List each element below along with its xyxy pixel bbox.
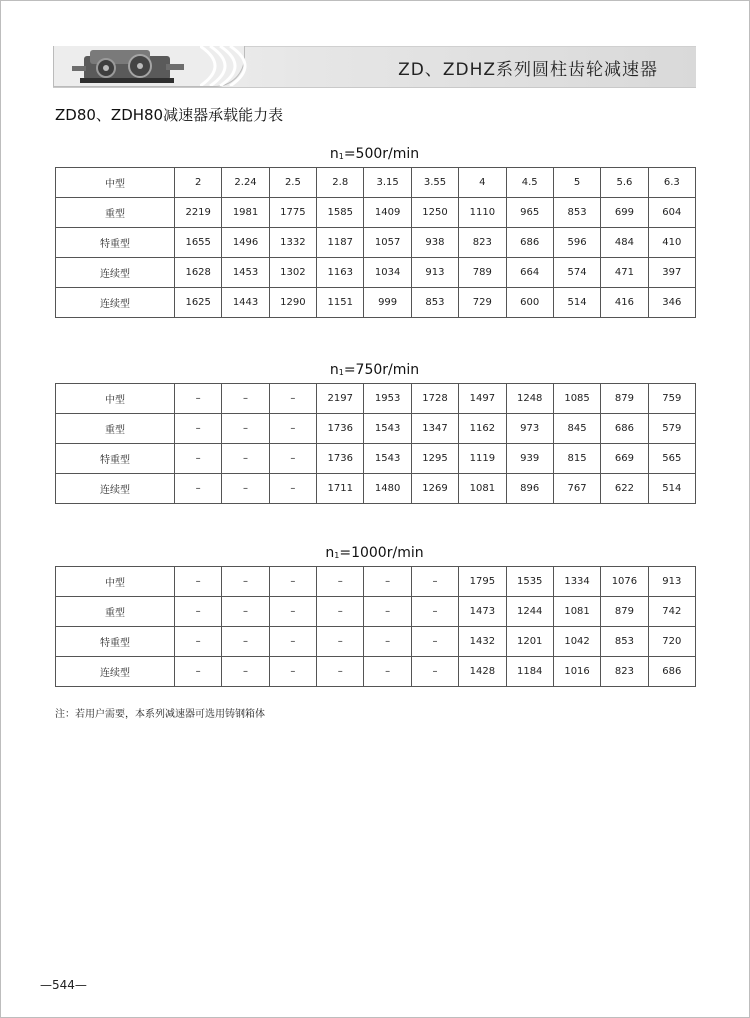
table-cell: – xyxy=(317,657,364,687)
table-cell: 879 xyxy=(601,597,648,627)
table-cell: 1163 xyxy=(317,258,364,288)
table-cell: 823 xyxy=(601,657,648,687)
table-cell: 1184 xyxy=(506,657,553,687)
row-type-label: 特重型 xyxy=(56,228,175,258)
table-cell: 669 xyxy=(601,444,648,474)
row-type-label: 中型 xyxy=(56,384,175,414)
table-cell: – xyxy=(364,597,411,627)
table-cell: 416 xyxy=(601,288,648,318)
row-type-label: 重型 xyxy=(56,597,175,627)
table-cell: 3.55 xyxy=(411,168,458,198)
table-cell: 1076 xyxy=(601,567,648,597)
table-cell: 1119 xyxy=(459,444,506,474)
row-type-label: 特重型 xyxy=(56,444,175,474)
table-cell: – xyxy=(175,627,222,657)
table-cell: 1473 xyxy=(459,597,506,627)
table-cell: – xyxy=(222,597,269,627)
table-row xyxy=(56,657,696,687)
table-cell: 1151 xyxy=(317,288,364,318)
table-cell: 574 xyxy=(553,258,600,288)
table-row xyxy=(56,228,696,258)
table-cell: 913 xyxy=(411,258,458,288)
table-cell: – xyxy=(222,414,269,444)
table-cell: 1535 xyxy=(506,567,553,597)
table-cell: 699 xyxy=(601,198,648,228)
table-cell: 410 xyxy=(648,228,695,258)
table-cell: – xyxy=(222,444,269,474)
table-cell: 2.24 xyxy=(222,168,269,198)
table-cell: 484 xyxy=(601,228,648,258)
row-type-label: 中型 xyxy=(56,168,175,198)
table-row xyxy=(56,198,696,228)
table-cell: 1057 xyxy=(364,228,411,258)
table-cell: 729 xyxy=(459,288,506,318)
table-cell: 3.15 xyxy=(364,168,411,198)
gear-reducer-icon xyxy=(66,42,192,86)
table-cell: 1428 xyxy=(459,657,506,687)
table-cell: – xyxy=(269,567,316,597)
table-row xyxy=(56,627,696,657)
table-cell: – xyxy=(175,657,222,687)
table-cell: – xyxy=(269,597,316,627)
table-cell: – xyxy=(222,657,269,687)
table-row xyxy=(56,597,696,627)
table-cell: 742 xyxy=(648,597,695,627)
load-table-750 xyxy=(55,383,696,504)
header-stripes xyxy=(200,46,260,86)
table-cell: 565 xyxy=(648,444,695,474)
row-type-label: 连续型 xyxy=(56,288,175,318)
table-cell: 853 xyxy=(553,198,600,228)
table-cell: 1085 xyxy=(553,384,600,414)
load-table-1000 xyxy=(55,566,696,687)
table-cell: 1295 xyxy=(411,444,458,474)
row-type-label: 特重型 xyxy=(56,627,175,657)
table-row xyxy=(56,384,696,414)
footnote: 注：若用户需要，本系列减速器可选用铸钢箱体 xyxy=(55,709,265,720)
table-cell: – xyxy=(175,384,222,414)
table-cell: – xyxy=(175,444,222,474)
table-cell: 1042 xyxy=(553,627,600,657)
row-type-label: 中型 xyxy=(56,567,175,597)
table-cell: 1248 xyxy=(506,384,553,414)
table-cell: 1250 xyxy=(411,198,458,228)
table-cell: 514 xyxy=(553,288,600,318)
table-cell: – xyxy=(222,384,269,414)
table-cell: 939 xyxy=(506,444,553,474)
table-caption-750: $n_1=750r/\min$ xyxy=(329,362,420,378)
table-cell: 514 xyxy=(648,474,695,504)
row-type-label: 重型 xyxy=(56,198,175,228)
table-cell: 1625 xyxy=(175,288,222,318)
table-cell: – xyxy=(222,567,269,597)
table-cell: 2.5 xyxy=(269,168,316,198)
table-cell: 1628 xyxy=(175,258,222,288)
table-cell: 4.5 xyxy=(506,168,553,198)
table-cell: 5 xyxy=(553,168,600,198)
table-cell: 853 xyxy=(411,288,458,318)
table-cell: 973 xyxy=(506,414,553,444)
table-cell: – xyxy=(269,414,316,444)
table-cell: – xyxy=(364,627,411,657)
table-cell: 1162 xyxy=(459,414,506,444)
table-cell: – xyxy=(411,657,458,687)
table-cell: 1728 xyxy=(411,384,458,414)
table-cell: 845 xyxy=(553,414,600,444)
table-cell: 1736 xyxy=(317,414,364,444)
table-cell: 1953 xyxy=(364,384,411,414)
table-cell: 913 xyxy=(648,567,695,597)
table-cell: 604 xyxy=(648,198,695,228)
table-cell: 938 xyxy=(411,228,458,258)
table-cell: 600 xyxy=(506,288,553,318)
table-cell: – xyxy=(411,597,458,627)
table-cell: 471 xyxy=(601,258,648,288)
table-cell: 823 xyxy=(459,228,506,258)
table-cell: – xyxy=(175,414,222,444)
section-title: ZD80、ZDH80减速器承载能力表 xyxy=(55,106,284,124)
table-cell: 1543 xyxy=(364,444,411,474)
table-cell: 853 xyxy=(601,627,648,657)
table-cell: 789 xyxy=(459,258,506,288)
table-cell: – xyxy=(269,657,316,687)
table-row xyxy=(56,567,696,597)
table-cell: – xyxy=(222,627,269,657)
table-cell: 1775 xyxy=(269,198,316,228)
table-cell: – xyxy=(411,627,458,657)
table-cell: 1795 xyxy=(459,567,506,597)
row-type-label: 连续型 xyxy=(56,258,175,288)
table-cell: 767 xyxy=(553,474,600,504)
table-cell: 1244 xyxy=(506,597,553,627)
table-cell: 1034 xyxy=(364,258,411,288)
table-cell: 1290 xyxy=(269,288,316,318)
table-cell: 1432 xyxy=(459,627,506,657)
table-caption-1000: $n_1=1000r/\min$ xyxy=(325,545,424,561)
table-cell: 1187 xyxy=(317,228,364,258)
table-cell: 879 xyxy=(601,384,648,414)
table-cell: 1711 xyxy=(317,474,364,504)
table-row xyxy=(56,444,696,474)
row-type-label: 连续型 xyxy=(56,657,175,687)
table-cell: 1347 xyxy=(411,414,458,444)
table-cell: 1736 xyxy=(317,444,364,474)
table-cell: – xyxy=(175,567,222,597)
table-cell: 1334 xyxy=(553,567,600,597)
row-type-label: 连续型 xyxy=(56,474,175,504)
table-cell: 1655 xyxy=(175,228,222,258)
table-cell: 1480 xyxy=(364,474,411,504)
table-row xyxy=(56,258,696,288)
table-cell: 720 xyxy=(648,627,695,657)
table-cell: 1110 xyxy=(459,198,506,228)
table-cell: 1081 xyxy=(459,474,506,504)
table-cell: 2 xyxy=(175,168,222,198)
table-cell: – xyxy=(269,444,316,474)
table-row xyxy=(56,474,696,504)
table-row xyxy=(56,168,696,198)
table-cell: 1302 xyxy=(269,258,316,288)
table-cell: 1585 xyxy=(317,198,364,228)
table-cell: 1201 xyxy=(506,627,553,657)
table-cell: 1443 xyxy=(222,288,269,318)
table-cell: 1332 xyxy=(269,228,316,258)
table-cell: 1453 xyxy=(222,258,269,288)
table-cell: 2197 xyxy=(317,384,364,414)
table-cell: 664 xyxy=(506,258,553,288)
table-cell: 1081 xyxy=(553,597,600,627)
table-cell: 1496 xyxy=(222,228,269,258)
table-cell: – xyxy=(269,384,316,414)
table-cell: 999 xyxy=(364,288,411,318)
row-type-label: 重型 xyxy=(56,414,175,444)
table-cell: – xyxy=(317,627,364,657)
table-cell: 686 xyxy=(601,414,648,444)
table-cell: 1497 xyxy=(459,384,506,414)
table-cell: 1543 xyxy=(364,414,411,444)
table-cell: – xyxy=(269,474,316,504)
table-cell: 2.8 xyxy=(317,168,364,198)
table-row xyxy=(56,288,696,318)
table-cell: – xyxy=(269,627,316,657)
table-cell: 397 xyxy=(648,258,695,288)
table-cell: – xyxy=(317,597,364,627)
table-cell: – xyxy=(317,567,364,597)
table-cell: – xyxy=(411,567,458,597)
table-cell: 579 xyxy=(648,414,695,444)
table-cell: 5.6 xyxy=(601,168,648,198)
table-cell: 965 xyxy=(506,198,553,228)
table-cell: 6.3 xyxy=(648,168,695,198)
table-cell: 759 xyxy=(648,384,695,414)
table-cell: 896 xyxy=(506,474,553,504)
page-number: —544— xyxy=(40,978,87,992)
table-cell: 4 xyxy=(459,168,506,198)
table-cell: 346 xyxy=(648,288,695,318)
table-cell: – xyxy=(222,474,269,504)
page-header-title: ZD、ZDHZ系列圆柱齿轮减速器 xyxy=(398,60,658,80)
table-cell: 686 xyxy=(648,657,695,687)
table-cell: – xyxy=(364,567,411,597)
table-cell: 622 xyxy=(601,474,648,504)
table-cell: 2219 xyxy=(175,198,222,228)
table-row xyxy=(56,414,696,444)
table-cell: 1269 xyxy=(411,474,458,504)
table-cell: 1409 xyxy=(364,198,411,228)
load-table-500 xyxy=(55,167,696,318)
table-cell: – xyxy=(175,597,222,627)
table-cell: 686 xyxy=(506,228,553,258)
table-caption-500: $n_1=500r/\min$ xyxy=(329,146,420,162)
table-cell: 1016 xyxy=(553,657,600,687)
table-cell: – xyxy=(364,657,411,687)
table-cell: – xyxy=(175,474,222,504)
table-cell: 596 xyxy=(553,228,600,258)
table-cell: 815 xyxy=(553,444,600,474)
table-cell: 1981 xyxy=(222,198,269,228)
